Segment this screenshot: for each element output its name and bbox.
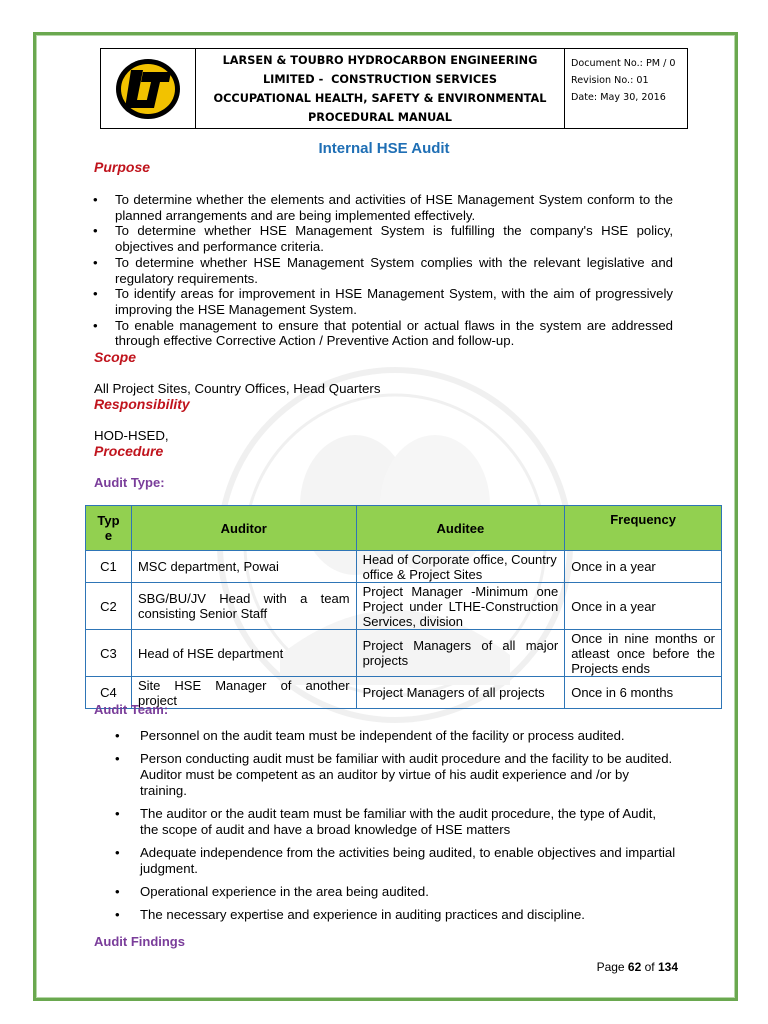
audit-findings-heading: Audit Findings: [94, 934, 185, 949]
list-item: • To determine whether the elements and activities of HSE Management System conform to the planned arrangements and are being implemented effectively.: [93, 192, 673, 223]
purpose-heading: Purpose: [94, 159, 151, 175]
purpose-list: [93, 192, 673, 349]
responsibility-heading: Responsibility: [94, 396, 190, 412]
column-header-type: Typ e: [86, 506, 132, 551]
table-row: [86, 677, 722, 709]
type-cell: C2: [86, 583, 132, 630]
page-title: Internal HSE Audit: [318, 140, 450, 157]
scope-text: All Project Sites, Country Offices, Head Quarters: [94, 381, 381, 396]
document-number: Document No.: PM / 0: [571, 58, 676, 69]
page-total: 134: [657, 960, 678, 974]
company-logo-cell: [101, 49, 196, 128]
list-item: • To determine whether HSE Management System is fulfilling the company's HSE policy, objectives and performance criteria.: [93, 223, 673, 254]
audit-team-list: [115, 728, 677, 930]
type-cell: C4: [86, 677, 132, 709]
list-item: • Person conducting audit must be familiar with audit procedure and the facility to be audited. Auditor must be competent as an auditor by virtue of his audit experience and /or by training.: [115, 751, 677, 799]
revision-number: Revision No.: 01: [571, 75, 649, 86]
auditor-cell: Head of HSE department: [131, 630, 356, 677]
company-title-line: PROCEDURAL MANUAL: [308, 110, 452, 124]
auditee-cell: Head of Corporate office, Country office & Project Sites: [356, 551, 565, 583]
company-title-line: LIMITED - CONSTRUCTION SERVICES: [262, 72, 498, 86]
audit-team-heading: Audit Team:: [94, 702, 169, 717]
frequency-cell: Once in a year: [565, 583, 722, 630]
frequency-cell: Once in nine months or atleast once before the Projects ends: [565, 630, 722, 677]
document-date: Date: May 30, 2016: [571, 92, 666, 103]
page-prefix: Page: [596, 960, 628, 974]
list-item: • To determine whether HSE Management System complies with the relevant legislative and regulatory requirements.: [93, 255, 673, 286]
frequency-cell: Once in a year: [565, 551, 722, 583]
auditor-cell: MSC department, Powai: [131, 551, 356, 583]
table-row: [86, 551, 722, 583]
column-header-auditee: Auditee: [356, 506, 565, 551]
table-header-row: [86, 506, 722, 551]
company-title: [196, 49, 565, 128]
company-title-line: OCCUPATIONAL HEALTH, SAFETY & ENVIRONMENTAL: [213, 91, 547, 105]
auditor-cell: Site HSE Manager of another project: [131, 677, 356, 709]
list-item: • To enable management to ensure that potential or actual flaws in the system are addressed through effective Corrective Action / Preventive Action and follow-up.: [93, 318, 673, 349]
page-current: 62: [627, 960, 642, 974]
list-item: • Operational experience in the area being audited.: [115, 884, 677, 900]
type-cell: C1: [86, 551, 132, 583]
page-number: [597, 960, 678, 974]
table-row: [86, 583, 722, 630]
scope-heading: Scope: [94, 349, 137, 365]
type-cell: C3: [86, 630, 132, 677]
page-of: of: [641, 960, 658, 974]
frequency-cell: Once in 6 months: [565, 677, 722, 709]
list-item: • The auditor or the audit team must be familiar with the audit procedure, the type of Audit, the scope of audit and have a broad knowledge of HSE matters: [115, 806, 677, 838]
list-item: • The necessary expertise and experience in auditing practices and discipline.: [115, 907, 677, 923]
procedure-heading: Procedure: [94, 443, 164, 459]
document-info: [565, 49, 687, 128]
audit-type-heading: Audit Type:: [94, 475, 165, 490]
auditee-cell: Project Manager -Minimum one Project under LTHE-Construction Services, division: [356, 583, 565, 630]
auditee-cell: Project Managers of all major projects: [356, 630, 565, 677]
auditee-cell: Project Managers of all projects: [356, 677, 565, 709]
column-header-auditor: Auditor: [131, 506, 356, 551]
auditor-cell: SBG/BU/JV Head with a team consisting Senior Staff: [131, 583, 356, 630]
responsibility-text: HOD-HSED,: [94, 428, 169, 443]
company-title-line: LARSEN & TOUBRO HYDROCARBON ENGINEERING: [222, 53, 538, 67]
list-item: • Adequate independence from the activities being audited, to enable objectives and impartial judgment.: [115, 845, 677, 877]
column-header-frequency: Frequency: [565, 506, 722, 551]
table-row: [86, 630, 722, 677]
audit-type-table: [85, 505, 722, 709]
lt-logo-icon: [113, 56, 183, 122]
list-item: • Personnel on the audit team must be independent of the facility or process audited.: [115, 728, 677, 744]
list-item: • To identify areas for improvement in HSE Management System, with the aim of progressively improving the HSE Management System.: [93, 286, 673, 317]
document-header: [100, 48, 688, 129]
